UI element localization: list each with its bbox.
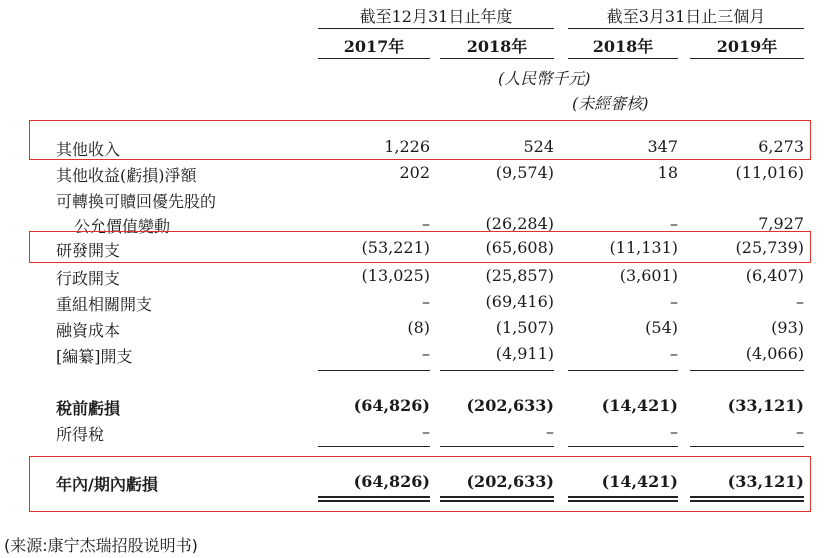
cell: (26,284) <box>485 214 554 233</box>
cell: (1,507) <box>495 318 554 337</box>
row-label-loss-before-tax: 稅前虧損 <box>56 399 121 418</box>
row-label-net-loss: 年內/期內虧損 <box>56 475 158 494</box>
row-label-income-tax: 所得稅 <box>56 425 105 444</box>
row-label-other-gains: 其他收益(虧損)淨額 <box>56 166 197 185</box>
year-header-2018-q: 2018年 <box>592 37 654 56</box>
year-header-2017: 2017年 <box>343 37 405 56</box>
cell: – <box>546 422 554 441</box>
cell: (65,608) <box>485 238 554 257</box>
row-label-convertible-shares: 可轉換可贖回優先股的 <box>56 192 217 211</box>
cell: – <box>670 292 678 311</box>
row-label-rnd: 研發開支 <box>56 241 121 260</box>
cell: (11,016) <box>735 163 804 182</box>
cell: (54) <box>645 318 678 337</box>
highlight-box-net-loss <box>29 456 811 512</box>
cell: 1,226 <box>384 137 430 156</box>
cell: (25,857) <box>485 266 554 285</box>
unaudited-note: (未經審核) <box>572 94 649 113</box>
total-rule <box>318 446 430 447</box>
highlight-box-other-income <box>29 120 811 160</box>
header-group-quarterly: 截至3月31日止三個月 <box>606 7 766 26</box>
total-rule <box>690 446 804 447</box>
cell: (9,574) <box>495 163 554 182</box>
cell: (202,633) <box>466 472 554 491</box>
header-group-annual: 截至12月31日止年度 <box>359 7 513 26</box>
cell: (13,025) <box>361 266 430 285</box>
cell: – <box>796 422 804 441</box>
row-label-admin: 行政開支 <box>56 269 121 288</box>
header-group-rule <box>318 28 554 29</box>
header-group-rule <box>568 28 804 29</box>
cell: (93) <box>771 318 804 337</box>
source-note: (来源:康宁杰瑞招股说明书) <box>4 536 198 555</box>
cell: (64,826) <box>353 472 430 491</box>
cell: (33,121) <box>727 472 804 491</box>
cell: – <box>422 344 430 363</box>
row-label-listing-expense: [編纂]開支 <box>56 347 133 366</box>
cell: (14,421) <box>601 396 678 415</box>
cell: – <box>422 214 430 233</box>
row-label-finance-cost: 融資成本 <box>56 321 121 340</box>
cell: – <box>670 344 678 363</box>
year-header-2018: 2018年 <box>466 37 528 56</box>
total-rule <box>568 446 678 447</box>
cell: – <box>670 422 678 441</box>
cell: 524 <box>523 137 554 156</box>
cell: (33,121) <box>727 396 804 415</box>
subtotal-rule <box>690 370 804 371</box>
cell: (14,421) <box>601 472 678 491</box>
cell: (4,066) <box>745 344 804 363</box>
year-rule <box>440 58 554 59</box>
cell: (4,911) <box>495 344 554 363</box>
cell: (6,407) <box>745 266 804 285</box>
cell: (8) <box>407 318 430 337</box>
row-label-fair-value-change: 公允價值變動 <box>74 217 171 236</box>
cell: (69,416) <box>485 292 554 311</box>
subtotal-rule <box>568 370 678 371</box>
row-label-other-income: 其他收入 <box>56 140 121 159</box>
cell: 347 <box>647 137 678 156</box>
cell: (3,601) <box>619 266 678 285</box>
cell: (64,826) <box>353 396 430 415</box>
year-rule <box>318 58 430 59</box>
cell: – <box>670 214 678 233</box>
cell: (53,221) <box>361 238 430 257</box>
cell: 7,927 <box>758 214 804 233</box>
cell: 6,273 <box>758 137 804 156</box>
cell: 18 <box>657 163 678 182</box>
year-header-2019-q: 2019年 <box>716 37 778 56</box>
row-label-restructuring: 重組相關開支 <box>56 295 153 314</box>
total-rule <box>440 446 554 447</box>
subtotal-rule <box>440 370 554 371</box>
cell: – <box>422 292 430 311</box>
year-rule <box>690 58 804 59</box>
cell: (11,131) <box>609 238 678 257</box>
subtotal-rule <box>318 370 430 371</box>
year-rule <box>568 58 678 59</box>
cell: 202 <box>399 163 430 182</box>
cell: (202,633) <box>466 396 554 415</box>
unit-note: (人民幣千元) <box>498 69 591 88</box>
cell: – <box>422 422 430 441</box>
cell: – <box>796 292 804 311</box>
highlight-box-rnd <box>29 231 811 263</box>
cell: (25,739) <box>735 238 804 257</box>
